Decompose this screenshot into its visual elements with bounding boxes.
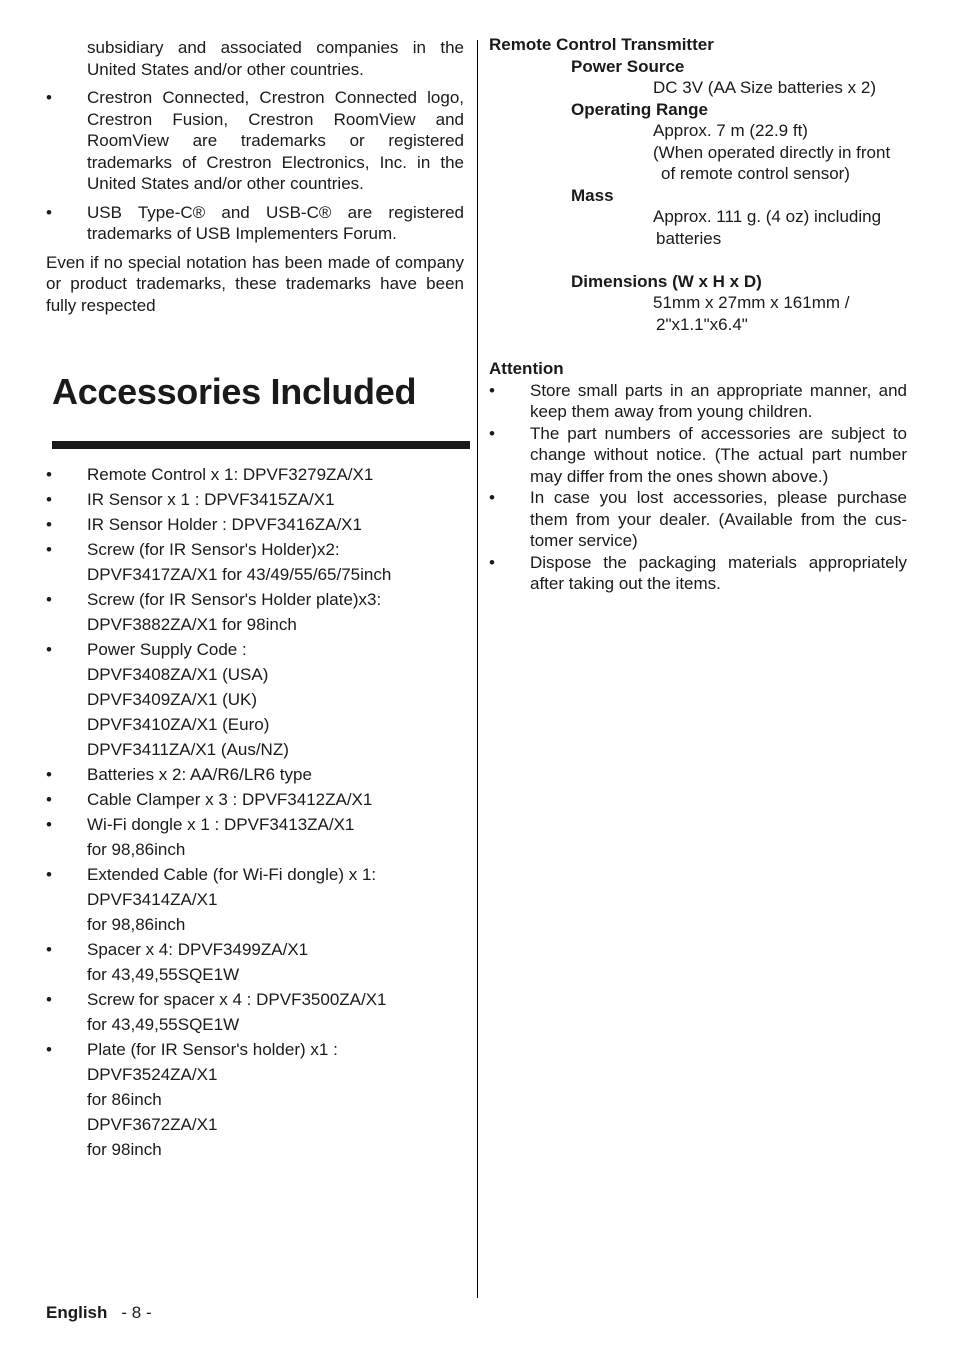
accessory-line: • Screw (for IR Sensor's Holder)x2: (87, 540, 340, 559)
operating-range-note-2: of remote control sensor) (661, 164, 850, 183)
accessory-line: DPVF3411ZA/X1 (Aus/NZ) (87, 740, 289, 759)
accessory-item (46, 462, 464, 487)
accessory-line: for 98,86inch (87, 915, 186, 934)
accessories-heading: Accessories Included (52, 371, 417, 412)
page-number: - 8 - (121, 1303, 152, 1322)
dimensions-value-1: 51mm x 27mm x 161mm / (653, 293, 850, 312)
dimensions-value-2: 2"x1.1"x6.4" (656, 314, 748, 334)
trademark-item-crestron: • Crestron Connected, Crestron Connected logo, Crestron Fusion, Crestron RoomView and RoomView are trademarks or registered trademarks of Crestron Electronics, Inc. in the United States and/or other countries. (46, 87, 464, 195)
power-source-value: DC 3V (AA Size batteries x 2) (653, 78, 876, 97)
attention-item: • Store small parts in an appropriate manner, and keep them away from young children. (489, 380, 907, 423)
power-source-label: Power Source (571, 56, 685, 76)
attention-item: • Dispose the packaging materials appropriately after taking out the items. (489, 552, 907, 595)
mass-value-1: Approx. 111 g. (4 oz) including (653, 207, 882, 226)
accessory-line: DPVF3408ZA/X1 (USA) (87, 665, 269, 684)
accessory-line: DPVF3410ZA/X1 (Euro) (87, 715, 270, 734)
accessory-line: DPVF3672ZA/X1 (87, 1115, 218, 1134)
accessory-line: • Batteries x 2: AA/R6/LR6 type (87, 765, 312, 784)
accessory-item (46, 762, 464, 787)
heading-rule (52, 441, 470, 449)
accessory-item (46, 862, 464, 937)
attention-item: • In case you lost accessories, please purchase them from your dealer. (Available from the cus-tomer service) (489, 487, 907, 552)
accessory-line: for 86inch (87, 1090, 162, 1109)
accessory-item (46, 987, 464, 1037)
page-footer (46, 1302, 152, 1324)
attention-title: Attention (489, 359, 564, 378)
mass-value-2: batteries (656, 228, 722, 248)
accessory-item (46, 487, 464, 512)
accessory-line: • Screw (for IR Sensor's Holder plate)x3: (87, 590, 382, 609)
trademark-continuation: subsidiary and associated companies in the United States and/or other countries. (87, 38, 464, 79)
attention-item: • The part numbers of accessories are subject to change without notice. (The actual part number may differ from the ones shown above.) (489, 423, 907, 488)
column-divider (477, 40, 478, 1298)
dimensions-label: Dimensions (W x H x D) (571, 271, 762, 291)
accessory-line: DPVF3882ZA/X1 for 98inch (87, 615, 297, 634)
footer-language: English (46, 1303, 108, 1322)
accessory-line: DPVF3417ZA/X1 for 43/49/55/65/75inch (87, 565, 392, 584)
accessory-line: • Plate (for IR Sensor's holder) x1 : (87, 1040, 338, 1059)
accessory-line: for 43,49,55SQE1W (87, 965, 240, 984)
trademark-notice: Even if no special notation has been made of company or product trademarks, these trademarks have been fully respected (46, 252, 464, 315)
accessory-item (46, 512, 464, 537)
attention-section (489, 358, 907, 595)
accessory-line: for 98,86inch (87, 840, 186, 859)
operating-range-value: Approx. 7 m (22.9 ft) (653, 121, 808, 140)
accessory-item (46, 1037, 464, 1162)
accessory-item (46, 587, 464, 637)
remote-spec-section (489, 34, 907, 595)
accessory-line: • Extended Cable (for Wi-Fi dongle) x 1: (87, 865, 377, 884)
accessory-line: • Screw for spacer x 4 : DPVF3500ZA/X1 (87, 990, 387, 1009)
operating-range-note-1: (When operated directly in front (653, 142, 891, 162)
mass-label: Mass (571, 185, 614, 205)
trademark-item-usb: • USB Type-C® and USB-C® are registered trademarks of USB Implementers Forum. (46, 202, 464, 245)
accessory-line: for 98inch (87, 1140, 162, 1159)
accessory-line: • Wi-Fi dongle x 1 : DPVF3413ZA/X1 (87, 815, 355, 834)
accessory-line: DPVF3409ZA/X1 (UK) (87, 690, 258, 709)
accessory-line: • Cable Clamper x 3 : DPVF3412ZA/X1 (87, 790, 373, 809)
accessory-line: DPVF3524ZA/X1 (87, 1065, 218, 1084)
accessory-line: • Power Supply Code : (87, 640, 247, 659)
accessory-line: • IR Sensor Holder : DPVF3416ZA/X1 (87, 515, 362, 534)
accessory-line: • IR Sensor x 1 : DPVF3415ZA/X1 (87, 490, 335, 509)
accessory-line: DPVF3414ZA/X1 (87, 890, 218, 909)
remote-title: Remote Control Transmitter (489, 35, 714, 54)
accessory-line: • Spacer x 4: DPVF3499ZA/X1 (87, 940, 309, 959)
accessory-item (46, 812, 464, 862)
accessory-item (46, 937, 464, 987)
trademark-section (46, 37, 464, 316)
accessory-item (46, 537, 464, 587)
accessory-item (46, 637, 464, 762)
accessory-item (46, 787, 464, 812)
accessory-line: for 43,49,55SQE1W (87, 1015, 240, 1034)
accessories-list (46, 462, 464, 1162)
accessory-line: • Remote Control x 1: DPVF3279ZA/X1 (87, 465, 374, 484)
operating-range-label: Operating Range (571, 99, 708, 119)
